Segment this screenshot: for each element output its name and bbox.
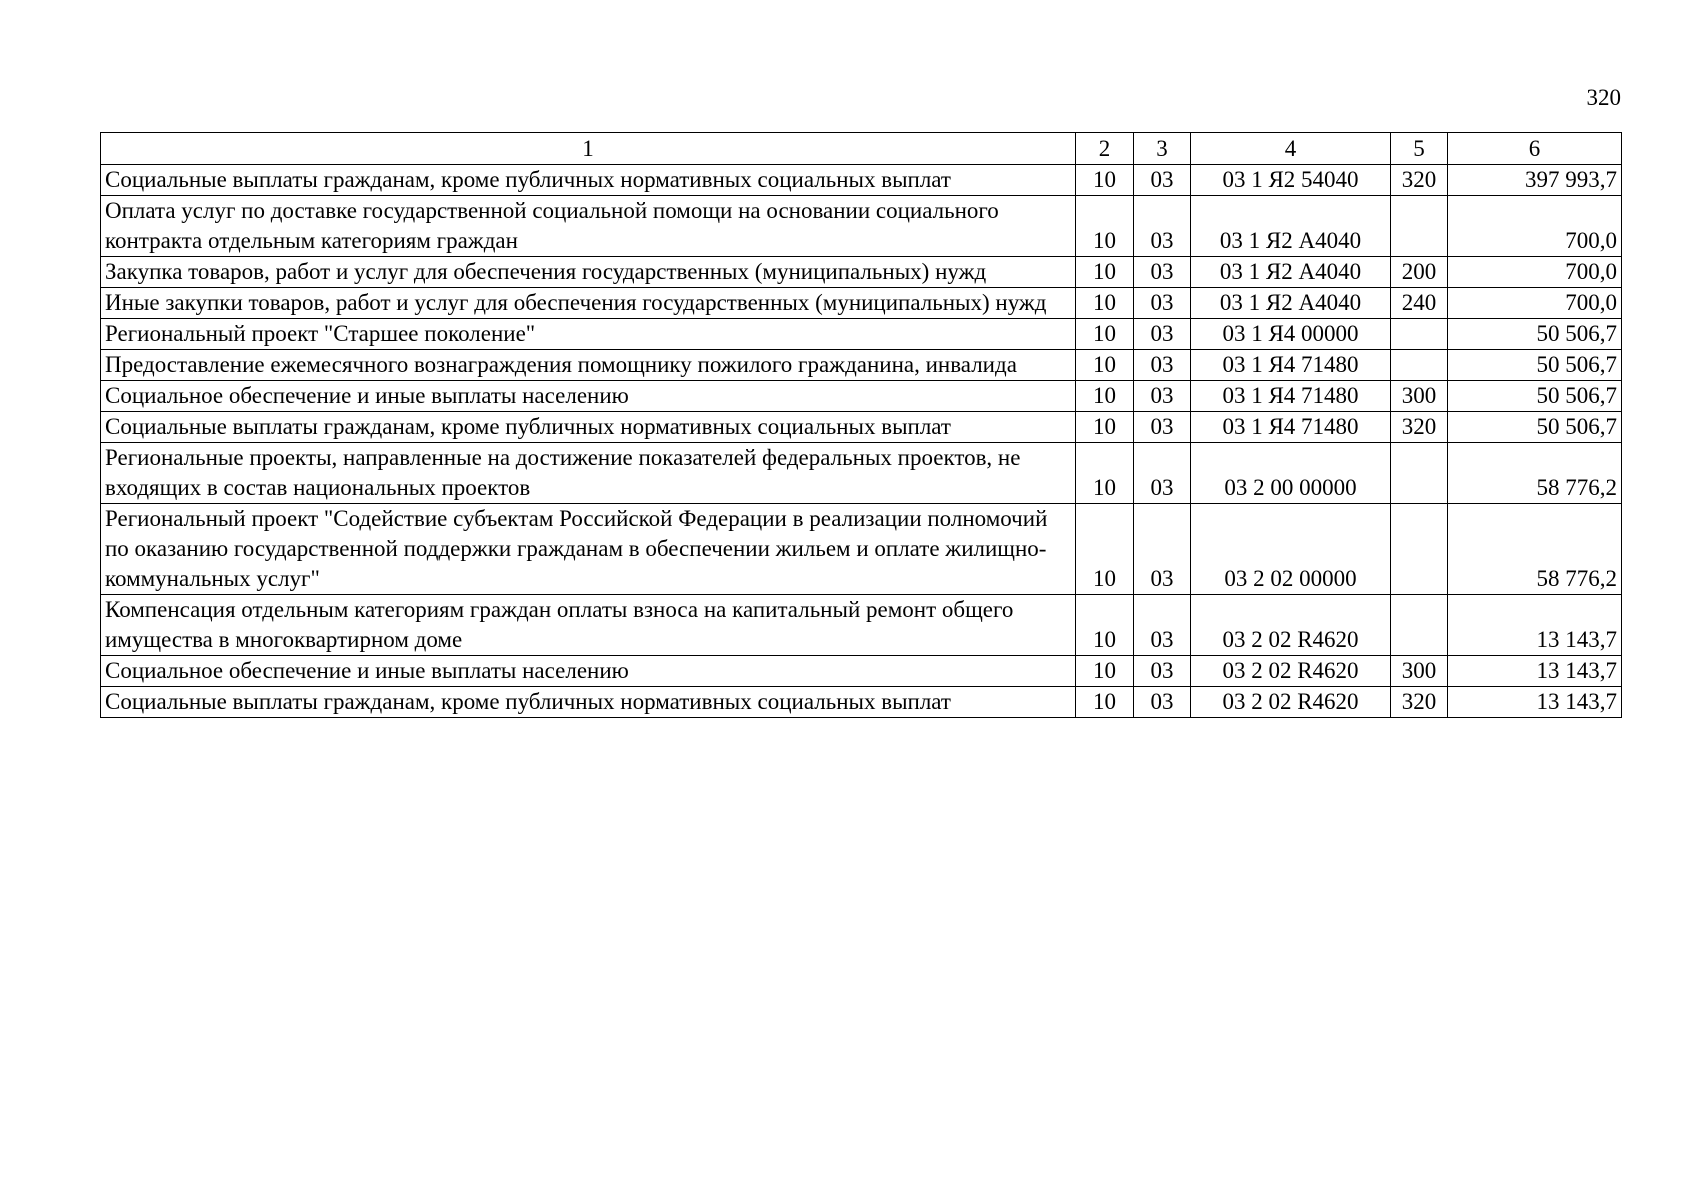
- row-name: Региональный проект "Старшее поколение": [101, 319, 1076, 350]
- row-subsection: 03: [1134, 288, 1191, 319]
- row-amount: 50 506,7: [1448, 319, 1622, 350]
- table-row: [101, 381, 1622, 412]
- row-expense-type: [1391, 443, 1448, 504]
- header-col-2: 2: [1076, 133, 1134, 165]
- row-amount: 50 506,7: [1448, 350, 1622, 381]
- row-expense-type: 200: [1391, 257, 1448, 288]
- row-target-code: 03 1 Я2 А4040: [1191, 196, 1391, 257]
- row-expense-type: 240: [1391, 288, 1448, 319]
- header-col-1: 1: [101, 133, 1076, 165]
- table-row: [101, 350, 1622, 381]
- row-target-code: 03 1 Я2 54040: [1191, 165, 1391, 196]
- header-col-6: 6: [1448, 133, 1622, 165]
- row-section: 10: [1076, 319, 1134, 350]
- row-expense-type: [1391, 504, 1448, 595]
- row-target-code: 03 1 Я2 А4040: [1191, 257, 1391, 288]
- row-section: 10: [1076, 288, 1134, 319]
- row-section: 10: [1076, 504, 1134, 595]
- table-row: [101, 595, 1622, 656]
- row-subsection: 03: [1134, 656, 1191, 687]
- row-section: 10: [1076, 595, 1134, 656]
- page-number: 320: [1586, 85, 1621, 110]
- row-target-code: 03 2 02 R4620: [1191, 595, 1391, 656]
- row-amount: 13 143,7: [1448, 595, 1622, 656]
- row-section: 10: [1076, 196, 1134, 257]
- row-name: Социальные выплаты гражданам, кроме публичных нормативных социальных выплат: [101, 165, 1076, 196]
- row-name: Региональный проект "Содействие субъектам Российской Федерации в реализации полномочий по оказанию государственной поддержки гражданам в обеспечении жильем и оплате жилищно-коммунальных услуг": [101, 504, 1076, 595]
- row-amount: 50 506,7: [1448, 381, 1622, 412]
- row-subsection: 03: [1134, 381, 1191, 412]
- row-amount: 700,0: [1448, 196, 1622, 257]
- row-subsection: 03: [1134, 350, 1191, 381]
- row-section: 10: [1076, 257, 1134, 288]
- row-section: 10: [1076, 350, 1134, 381]
- header-col-5: 5: [1391, 133, 1448, 165]
- row-section: 10: [1076, 412, 1134, 443]
- row-name: Иные закупки товаров, работ и услуг для обеспечения государственных (муниципальных) нужд: [101, 288, 1076, 319]
- row-amount: 13 143,7: [1448, 687, 1622, 718]
- table-row: [101, 196, 1622, 257]
- row-name: Социальные выплаты гражданам, кроме публичных нормативных социальных выплат: [101, 687, 1076, 718]
- table-row: [101, 319, 1622, 350]
- row-subsection: 03: [1134, 595, 1191, 656]
- row-expense-type: [1391, 595, 1448, 656]
- row-target-code: 03 1 Я4 00000: [1191, 319, 1391, 350]
- row-expense-type: 300: [1391, 381, 1448, 412]
- table-row: [101, 504, 1622, 595]
- table-row: [101, 656, 1622, 687]
- row-amount: 700,0: [1448, 257, 1622, 288]
- row-expense-type: [1391, 350, 1448, 381]
- row-subsection: 03: [1134, 196, 1191, 257]
- row-target-code: 03 1 Я4 71480: [1191, 412, 1391, 443]
- row-section: 10: [1076, 165, 1134, 196]
- row-expense-type: 300: [1391, 656, 1448, 687]
- row-name: Оплата услуг по доставке государственной социальной помощи на основании социального контракта отдельным категориям граждан: [101, 196, 1076, 257]
- row-expense-type: [1391, 196, 1448, 257]
- row-subsection: 03: [1134, 319, 1191, 350]
- table-row: [101, 687, 1622, 718]
- row-name: Социальные выплаты гражданам, кроме публичных нормативных социальных выплат: [101, 412, 1076, 443]
- row-amount: 397 993,7: [1448, 165, 1622, 196]
- row-subsection: 03: [1134, 443, 1191, 504]
- table-row: [101, 288, 1622, 319]
- table-row: [101, 165, 1622, 196]
- header-col-4: 4: [1191, 133, 1391, 165]
- row-name: Закупка товаров, работ и услуг для обеспечения государственных (муниципальных) нужд: [101, 257, 1076, 288]
- row-amount: 58 776,2: [1448, 504, 1622, 595]
- table-row: [101, 257, 1622, 288]
- row-target-code: 03 1 Я2 А4040: [1191, 288, 1391, 319]
- row-name: Региональные проекты, направленные на достижение показателей федеральных проектов, не входящих в состав национальных проектов: [101, 443, 1076, 504]
- row-target-code: 03 2 02 R4620: [1191, 687, 1391, 718]
- table-row: [101, 412, 1622, 443]
- row-amount: 58 776,2: [1448, 443, 1622, 504]
- row-subsection: 03: [1134, 504, 1191, 595]
- row-subsection: 03: [1134, 257, 1191, 288]
- row-section: 10: [1076, 687, 1134, 718]
- row-target-code: 03 1 Я4 71480: [1191, 350, 1391, 381]
- row-section: 10: [1076, 443, 1134, 504]
- row-expense-type: [1391, 319, 1448, 350]
- row-expense-type: 320: [1391, 412, 1448, 443]
- row-subsection: 03: [1134, 165, 1191, 196]
- row-amount: 13 143,7: [1448, 656, 1622, 687]
- row-name: Социальное обеспечение и иные выплаты населению: [101, 381, 1076, 412]
- row-subsection: 03: [1134, 687, 1191, 718]
- row-name: Компенсация отдельным категориям граждан оплаты взноса на капитальный ремонт общего имущества в многоквартирном доме: [101, 595, 1076, 656]
- row-section: 10: [1076, 381, 1134, 412]
- row-target-code: 03 2 02 R4620: [1191, 656, 1391, 687]
- row-amount: 700,0: [1448, 288, 1622, 319]
- row-expense-type: 320: [1391, 165, 1448, 196]
- table-body: [101, 165, 1622, 718]
- row-target-code: 03 1 Я4 71480: [1191, 381, 1391, 412]
- row-amount: 50 506,7: [1448, 412, 1622, 443]
- row-name: Предоставление ежемесячного вознаграждения помощнику пожилого гражданина, инвалида: [101, 350, 1076, 381]
- table-header: [101, 133, 1622, 165]
- table-row: [101, 443, 1622, 504]
- header-row: [101, 133, 1622, 165]
- row-target-code: 03 2 02 00000: [1191, 504, 1391, 595]
- row-expense-type: 320: [1391, 687, 1448, 718]
- budget-table: [100, 132, 1622, 718]
- row-section: 10: [1076, 656, 1134, 687]
- row-target-code: 03 2 00 00000: [1191, 443, 1391, 504]
- header-col-3: 3: [1134, 133, 1191, 165]
- row-subsection: 03: [1134, 412, 1191, 443]
- row-name: Социальное обеспечение и иные выплаты населению: [101, 656, 1076, 687]
